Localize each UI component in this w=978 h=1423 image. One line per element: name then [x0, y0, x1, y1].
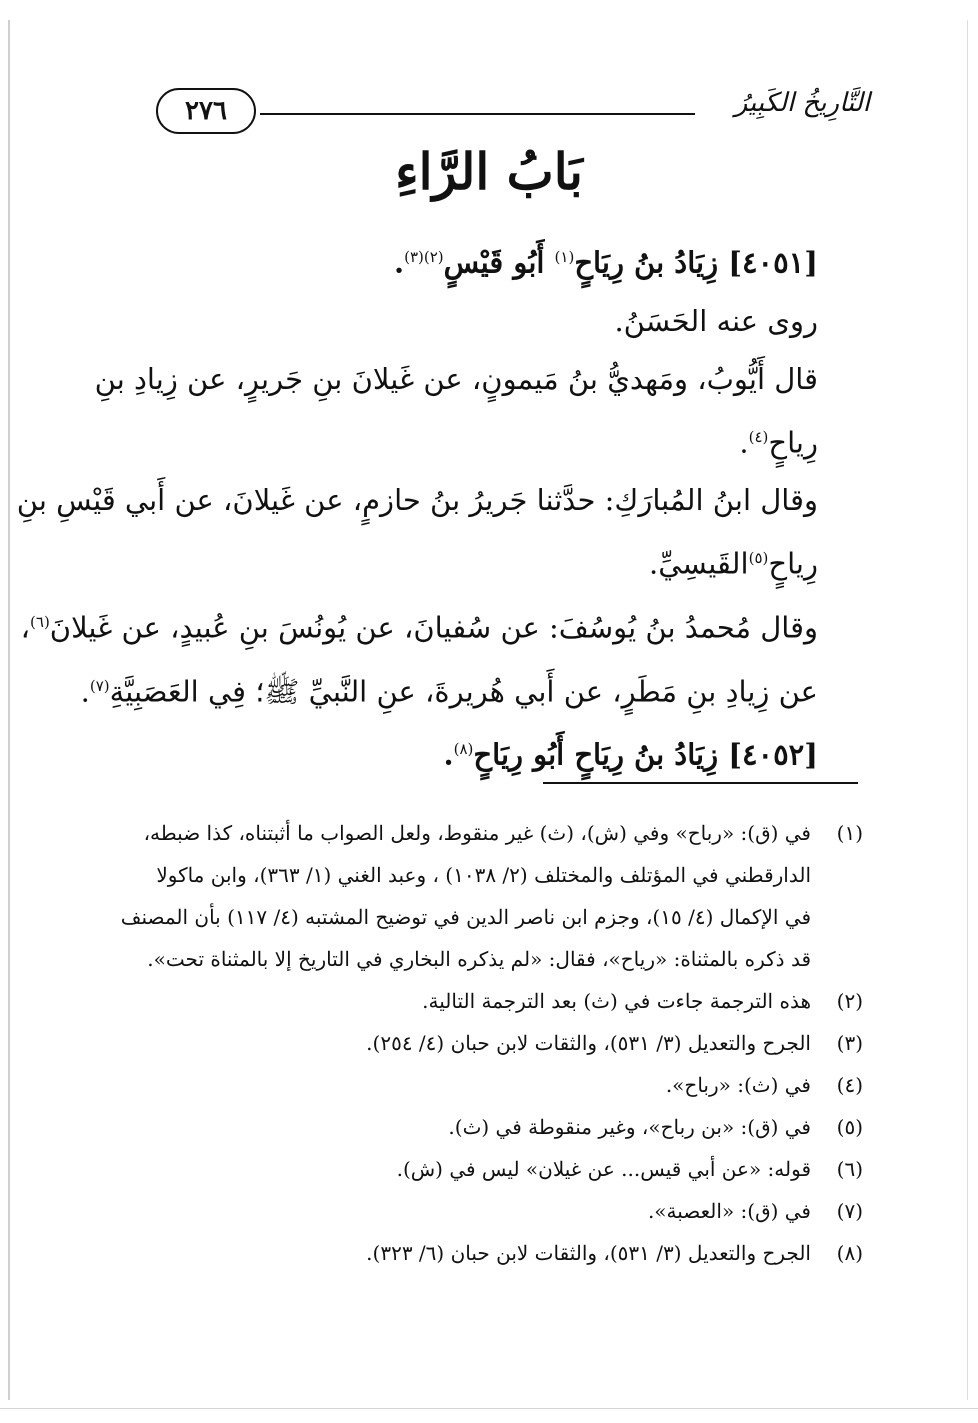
paragraph-3-comma: ، — [20, 610, 31, 645]
footnote-line: هذه الترجمة جاءت في (ث) بعد الترجمة التالية. — [422, 989, 811, 1013]
paragraph-1-line-2 — [118, 408, 818, 472]
footnote-line: في (ق): «العصبة». — [647, 1199, 811, 1223]
footnote-marker-4: (٤) — [748, 427, 769, 446]
footnote-item — [108, 1190, 863, 1232]
footnote-marker-1: (١) — [554, 248, 575, 266]
footnote-marker-8: (٨) — [453, 740, 474, 759]
paragraph-1-line-1: قال أَيُّوبُ، ومَهديُّ بنُ مَيمونٍ، عن غَيلانَ بنِ جَريرٍ، عن زِيادِ بنِ — [94, 361, 818, 396]
footnote-item — [108, 1106, 863, 1148]
footnote-line: في الإكمال (٤/ ١٥)، وجزم ابن ناصر الدين في توضيح المشتبه (٤/ ١١٧) بأن المصنف — [120, 905, 811, 929]
footnote-item — [108, 1148, 863, 1190]
footnote-item — [108, 812, 863, 980]
footnote-marker-6: (٦) — [30, 612, 50, 631]
footnote-line: الجرح والتعديل (٣/ ٥٣١)، والثقات لابن حبان (٤/ ٢٥٤). — [366, 1031, 811, 1055]
paragraph-3-end: . — [80, 674, 90, 709]
entry-4052-end: . — [443, 737, 454, 772]
paragraph-1-end: . — [739, 425, 749, 460]
page-bottom-line — [0, 1408, 978, 1409]
entry-4051-end: . — [393, 245, 405, 280]
entry-4052-head: [٤٠٥٢] زِيَادُ بنُ رِيَاحٍ أَبُو رِيَاحٍ — [473, 737, 818, 772]
paragraph-1-text: رِياحٍ — [768, 425, 818, 460]
footnote-body — [108, 1148, 811, 1190]
footnote-line: في (ق): «بن رباح»، وغير منقوطة في (ث). — [448, 1115, 811, 1139]
footnote-line: في (ق): «رباح» وفي (ش)، (ث) غير منقوط، ولعل الصواب ما أثبتناه، كذا ضبطه، — [143, 821, 811, 845]
footnote-line: الجرح والتعديل (٣/ ٥٣١)، والثقات لابن حبان (٦/ ٣٢٣). — [366, 1241, 811, 1265]
paragraph-3-text-2: عن زِيادِ بنِ مَطَرٍ، عن أَبي هُريرةَ، عنِ النَّبيِّ ﷺ؛ فِي العَصَبِيَّةِ — [109, 674, 818, 709]
entry-4052 — [118, 720, 818, 784]
footnote-body — [108, 980, 811, 1022]
paragraph-2-text: رِياحٍ — [768, 546, 818, 581]
footnote-item — [108, 980, 863, 1022]
paragraph-3-line-2 — [80, 657, 818, 721]
paragraph-3-text-1: وقال مُحمدُ بنُ يُوسُفَ: عن سُفيانَ، عن يُونُسَ بنِ عُبيدٍ، عن غَيلانَ — [49, 610, 818, 645]
footnote-body — [108, 1064, 811, 1106]
footnote-number: (٨) — [836, 1241, 863, 1265]
entry-4051-kunya: أَبُو قَيْسٍ — [443, 245, 555, 280]
footnote-body — [108, 1190, 811, 1232]
footnote-marker-2-3: (٢)(٣) — [404, 248, 444, 266]
paragraph-2-line-1: وقال ابنُ المُبارَكِ: حدَّثنا جَريرُ بنُ حازمٍ، عن غَيلانَ، عن أَبي قَيْسِ بنِ — [16, 483, 818, 518]
page-edge-right — [967, 20, 968, 1400]
footnote-item — [108, 1232, 863, 1274]
footnote-item — [108, 1064, 863, 1106]
footnote-number: (٣) — [836, 1031, 863, 1055]
footnote-line: في (ث): «رباح». — [665, 1073, 811, 1097]
footnote-number: (١) — [836, 821, 863, 845]
footnote-item — [108, 1022, 863, 1064]
paragraph-3-line-1 — [20, 593, 818, 657]
footnote-separator — [543, 782, 858, 784]
chapter-title: بَابُ الرَّاءِ — [395, 142, 583, 201]
narrated-line: روى عنه الحَسَنُ. — [614, 303, 818, 338]
page-edge-left — [8, 20, 10, 1400]
footnote-number: (٤) — [836, 1073, 863, 1097]
footnote-body — [108, 1106, 811, 1148]
page-number: ٢٧٦ — [185, 96, 227, 126]
footnote-body — [108, 1232, 811, 1274]
footnote-body — [108, 1022, 811, 1064]
header-rule — [260, 113, 695, 115]
paragraph-2-end: القَيسِيِّ. — [649, 546, 749, 581]
footnote-marker-5: (٥) — [748, 549, 769, 568]
paragraph-2-line-2 — [118, 529, 818, 593]
footnote-line: قد ذكره بالمثناة: «رياح»، فقال: «لم يذكره البخاري في التاريخ إلا بالمثناة تحت». — [147, 947, 811, 971]
main-text — [16, 228, 818, 784]
footnote-line: قوله: «عن أبي قيس... عن غيلان» ليس في (ش). — [396, 1157, 811, 1181]
page-number-badge — [156, 88, 256, 134]
book-title: التَّارِيخُ الكَبِيرُ — [734, 88, 870, 118]
entry-4051-head: [٤٠٥١] زِيَادُ بنُ رِيَاحٍ — [574, 245, 818, 280]
footnote-number: (٧) — [836, 1199, 863, 1223]
footnote-number: (٢) — [836, 989, 863, 1013]
footnote-line: الدارقطني في المؤتلف والمختلف (٢/ ١٠٣٨) ، وعبد الغني (١/ ٣٦٣)، وابن ماكولا — [156, 863, 811, 887]
footnote-body — [108, 812, 811, 980]
footnote-number: (٥) — [836, 1115, 863, 1139]
footnote-number: (٦) — [836, 1157, 863, 1181]
entry-4051 — [118, 228, 818, 292]
page-header — [110, 80, 870, 136]
footnote-marker-7: (٧) — [89, 676, 110, 695]
footnotes — [108, 812, 863, 1274]
